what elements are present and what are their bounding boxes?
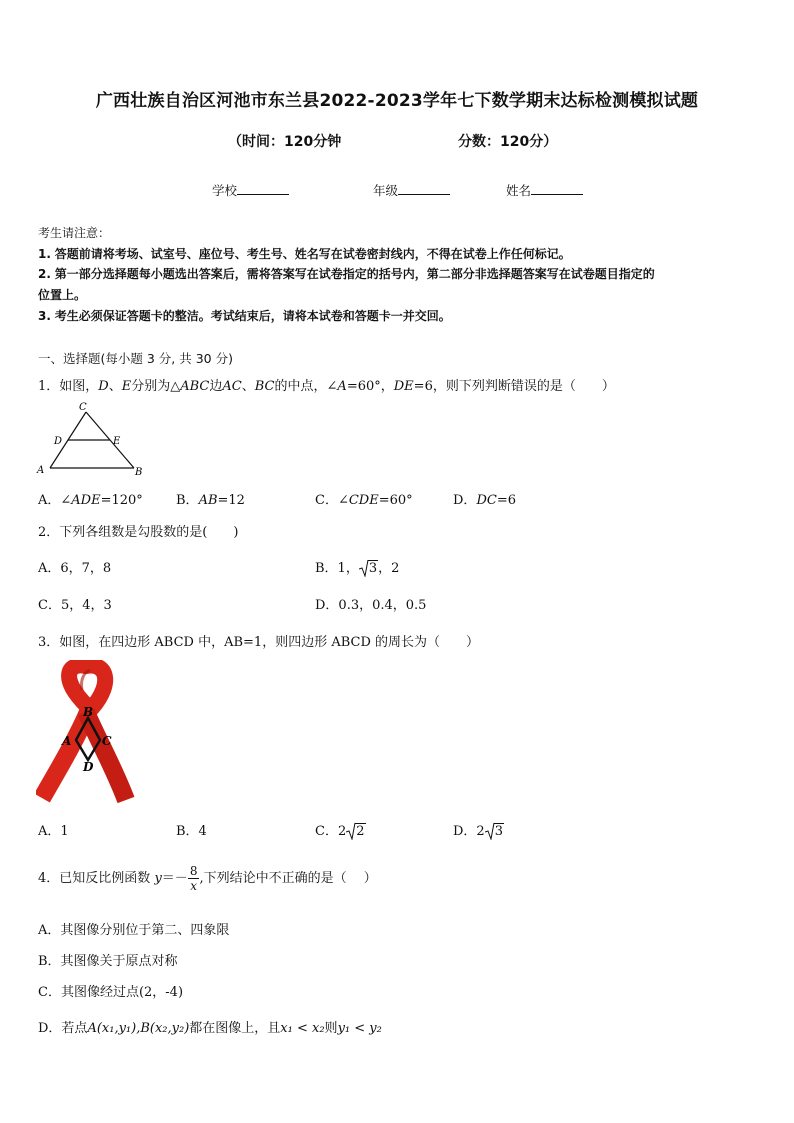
q4-frac-den: x bbox=[190, 879, 198, 893]
q1-opt-b-val: =12 bbox=[217, 493, 245, 508]
q3-option-b[interactable]: B．4 bbox=[176, 824, 207, 839]
q1-var-bc: BC bbox=[254, 379, 275, 394]
fig3-label-b: B bbox=[83, 705, 94, 719]
notice-item-2-cont bbox=[38, 286, 86, 303]
q2-option-a[interactable]: A．6，7，8 bbox=[38, 561, 112, 576]
q1-option-d[interactable] bbox=[453, 489, 516, 508]
q1-opt-b-label: B． bbox=[176, 493, 199, 508]
sqrt-symbol bbox=[346, 824, 365, 839]
q3-option-d[interactable] bbox=[453, 820, 504, 839]
q1-text: 分别为△ bbox=[131, 379, 181, 394]
notice-item-2 bbox=[38, 265, 655, 282]
q1-text: =6，则下列判断错误的是（ ） bbox=[413, 379, 615, 394]
q1-sep: 、 bbox=[241, 379, 255, 394]
q1-var-e: E bbox=[121, 379, 132, 394]
question-3 bbox=[38, 631, 479, 650]
fig1-label-b: B bbox=[135, 467, 143, 478]
q1-opt-c-val: =60° bbox=[378, 493, 413, 508]
q1-option-a[interactable] bbox=[38, 489, 143, 508]
q4-fraction bbox=[188, 864, 200, 893]
grade-field bbox=[373, 181, 450, 199]
q3-opt-c-label: C．2 bbox=[315, 824, 347, 839]
q4-opt-d-point-a: A bbox=[87, 1021, 97, 1036]
q4-opt-d-label: D．若点 bbox=[38, 1021, 88, 1036]
section-heading: 一、选择题(每小题 3 分, 共 30 分) bbox=[38, 351, 233, 366]
fig1-label-c: C bbox=[79, 402, 87, 413]
fig1-label-a: A bbox=[37, 465, 45, 476]
q2-opt-b-label: B．1， bbox=[315, 561, 359, 576]
notice-item-3 bbox=[38, 307, 451, 324]
fig3-label-d: D bbox=[83, 760, 94, 774]
q2-option-b[interactable] bbox=[315, 557, 399, 576]
q4-opt-d-point-b: B bbox=[140, 1021, 150, 1036]
q4-opt-d-coord-b: (x₂,y₂) bbox=[149, 1021, 190, 1036]
triangle-figure bbox=[34, 400, 149, 480]
notice-text-2b: 位置上。 bbox=[38, 288, 87, 302]
q1-opt-a-val: =120° bbox=[100, 493, 143, 508]
q4-option-a[interactable]: A．其图像分别位于第二、四象限 bbox=[38, 923, 230, 938]
name-blank bbox=[531, 182, 583, 195]
q4-frac-num: 8 bbox=[189, 864, 198, 878]
q2-opt-b-post: ，2 bbox=[378, 561, 400, 576]
q4-option-b[interactable]: B．其图像关于原点对称 bbox=[38, 954, 178, 969]
exam-score: 分数：120分） bbox=[458, 134, 558, 150]
q1-var-a: A bbox=[337, 379, 347, 394]
q4-opt-d-coord-a: (x₁,y₁), bbox=[96, 1021, 141, 1036]
q1-var-de: DE bbox=[393, 379, 414, 394]
school-blank bbox=[237, 182, 289, 195]
question-2 bbox=[38, 521, 238, 540]
q1-text: 边 bbox=[209, 379, 223, 394]
q4-opt-d-text: 则 bbox=[324, 1021, 338, 1036]
q1-opt-c-label: C．∠ bbox=[315, 493, 349, 508]
q1-option-b[interactable] bbox=[176, 489, 245, 508]
question-1 bbox=[38, 375, 615, 394]
sqrt-symbol bbox=[485, 824, 504, 839]
ribbon-figure bbox=[36, 660, 136, 805]
q1-opt-d-val: =6 bbox=[496, 493, 516, 508]
notice-num-1: 1. bbox=[38, 247, 51, 261]
fig1-label-e: E bbox=[113, 436, 121, 447]
q3-option-a[interactable]: A．1 bbox=[38, 824, 69, 839]
q1-text: =60°， bbox=[346, 379, 394, 394]
q1-opt-a-label: A．∠ bbox=[38, 493, 72, 508]
school-field bbox=[212, 181, 289, 199]
q1-text: 如图， bbox=[59, 379, 99, 394]
q4-option-c[interactable]: C．其图像经过点(2，-4) bbox=[38, 985, 184, 1000]
notice-heading: 考生请注意： bbox=[38, 226, 111, 240]
notice-text-2a: 第一部分选择题每小题选出答案后，需将答案写在试卷指定的括号内，第二部分非选择题答案写在试卷题目指定的 bbox=[54, 267, 655, 281]
q3-opt-d-rad: 3 bbox=[494, 824, 503, 839]
q1-option-c[interactable] bbox=[315, 489, 413, 508]
q3-option-c[interactable] bbox=[315, 820, 366, 839]
q1-number: 1． bbox=[38, 379, 60, 394]
q1-opt-a-var: ADE bbox=[71, 493, 101, 508]
q1-var-abc: ABC bbox=[180, 379, 210, 394]
q4-eq: ＝－ bbox=[161, 871, 188, 886]
grade-blank bbox=[398, 182, 450, 195]
question-4 bbox=[38, 859, 377, 899]
fig3-label-a: A bbox=[62, 734, 72, 748]
fig1-label-d: D bbox=[54, 436, 63, 447]
grade-label: 年级 bbox=[373, 183, 399, 198]
q1-opt-c-var: CDE bbox=[348, 493, 379, 508]
q4-opt-d-result: y₁ < y₂ bbox=[337, 1021, 382, 1036]
q1-var-d: D bbox=[98, 379, 109, 394]
name-label: 姓名 bbox=[506, 183, 532, 198]
notice-item-1 bbox=[38, 245, 571, 262]
q3-text: 如图，在四边形 ABCD 中，AB=1，则四边形 ABCD 的周长为（ ） bbox=[59, 635, 480, 650]
q4-opt-d-text: 都在图像上，且 bbox=[189, 1021, 281, 1036]
q4-var-y: y bbox=[154, 871, 162, 886]
sqrt-symbol bbox=[359, 561, 378, 576]
q1-text: 的中点，∠ bbox=[274, 379, 338, 394]
q1-var-ac: AC bbox=[222, 379, 242, 394]
q4-text: ,下列结论中不正确的是（ ） bbox=[199, 871, 377, 886]
notice-num-2: 2. bbox=[38, 267, 51, 281]
q4-text: 已知反比例函数 bbox=[59, 871, 151, 886]
notice-text-1: 答题前请将考场、试室号、座位号、考生号、姓名写在试卷密封线内，不得在试卷上作任何标记。 bbox=[54, 247, 571, 261]
q2-option-c[interactable]: C．5，4，3 bbox=[38, 598, 112, 613]
q2-text: 下列各组数是勾股数的是( ) bbox=[59, 525, 239, 540]
q4-option-d[interactable] bbox=[38, 1017, 382, 1036]
q2-number: 2． bbox=[38, 525, 60, 540]
q3-opt-d-label: D．2 bbox=[453, 824, 485, 839]
q3-number: 3． bbox=[38, 635, 60, 650]
q1-opt-d-var: DC bbox=[476, 493, 497, 508]
q2-option-d[interactable]: D．0.3，0.4，0.5 bbox=[315, 598, 427, 613]
q1-opt-b-var: AB bbox=[198, 493, 218, 508]
exam-time: （时间：120分钟 bbox=[228, 134, 342, 150]
q1-sep: 、 bbox=[108, 379, 122, 394]
page-title: 广西壮族自治区河池市东兰县2022-2023学年七下数学期末达标检测模拟试题 bbox=[95, 91, 699, 111]
notice-num-3: 3. bbox=[38, 309, 51, 323]
fig3-label-c: C bbox=[102, 734, 112, 748]
q1-opt-d-label: D． bbox=[453, 493, 477, 508]
school-label: 学校 bbox=[212, 183, 238, 198]
notice-text-3: 考生必须保证答题卡的整洁。考试结束后，请将本试卷和答题卡一并交回。 bbox=[54, 309, 451, 323]
q4-opt-d-cond: x₁ < x₂ bbox=[280, 1021, 325, 1036]
q4-number: 4． bbox=[38, 871, 60, 886]
name-field bbox=[506, 181, 583, 199]
q3-opt-c-rad: 2 bbox=[356, 824, 365, 839]
q2-opt-b-rad: 3 bbox=[368, 561, 378, 576]
